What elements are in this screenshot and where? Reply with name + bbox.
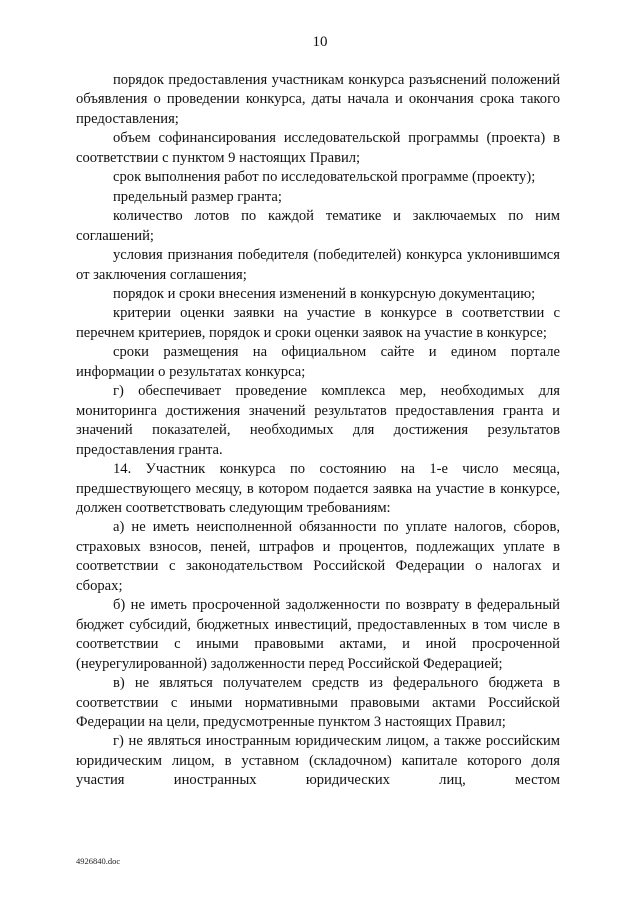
paragraph-clause-14: 14. Участник конкурса по состоянию на 1-е число месяца, предшествующего месяцу, в котором подается заявка на участие в конкурсе, должен соответствовать следующим требованиям: xyxy=(76,461,560,516)
paragraph-results-publication: сроки размещения на официальном сайте и едином портале информации о результатах конкурса; xyxy=(76,344,560,380)
paragraph-clarifications-procedure: порядок предоставления участникам конкурса разъяснений положений объявления о проведении конкурса, даты начала и окончания срока такого предоставления; xyxy=(76,72,560,127)
paragraph-evaluation-criteria: критерии оценки заявки на участие в конкурсе в соответствии с перечнем критериев, порядок и сроки оценки заявок на участие в конкурсе; xyxy=(76,305,560,341)
paragraph-item-a-taxes: а) не иметь неисполненной обязанности по уплате налогов, сборов, страховых взносов, пеней, штрафов и процентов, подлежащих уплате в соответствии с законодательством Российской Федерации о налогах и сборах; xyxy=(76,519,560,594)
paragraph-item-v-funds: в) не являться получателем средств из федерального бюджета в соответствии с иными нормативными правовыми актами Российской Федерации на цели, предусмотренные пунктом 3 настоящих Правил; xyxy=(76,675,560,730)
paragraph-lots-count: количество лотов по каждой тематике и заключаемых по ним соглашений; xyxy=(76,208,560,244)
paragraph-item-g-monitoring: г) обеспечивает проведение комплекса мер, необходимых для мониторинга достижения значений результатов предоставления гранта и значений показателей, необходимых для достижения результатов предоставления гранта. xyxy=(76,383,560,458)
document-filename-footer: 4926840.doc xyxy=(76,856,121,866)
paragraph-work-deadline: срок выполнения работ по исследовательской программе (проекту); xyxy=(113,169,536,186)
paragraph-cofinancing-volume: объем софинансирования исследовательской программы (проекта) в соответствии с пунктом 9 настоящих Правил; xyxy=(76,130,560,166)
paragraph-winner-evasion: условия признания победителя (победителей) конкурса уклонившимся от заключения соглашения; xyxy=(76,247,560,283)
paragraph-item-g-foreign-entity: г) не являться иностранным юридическим лицом, а также российским юридическим лицом, в уставном (складочном) капитале которого доля участия иностранных юридических лиц, местом xyxy=(76,733,560,789)
document-body xyxy=(76,71,560,791)
page-number: 10 xyxy=(312,34,328,50)
paragraph-grant-limit: предельный размер гранта; xyxy=(113,188,282,205)
paragraph-item-b-debt: б) не иметь просроченной задолженности по возврату в федеральный бюджет субсидий, бюджетных инвестиций, предоставленных в том числе в соответствии с иными правовыми актами, и иной просроченной (неурегулированной) задолженности перед Российской Федерацией; xyxy=(76,597,560,672)
paragraph-documentation-changes: порядок и сроки внесения изменений в конкурсную документацию; xyxy=(113,285,536,302)
